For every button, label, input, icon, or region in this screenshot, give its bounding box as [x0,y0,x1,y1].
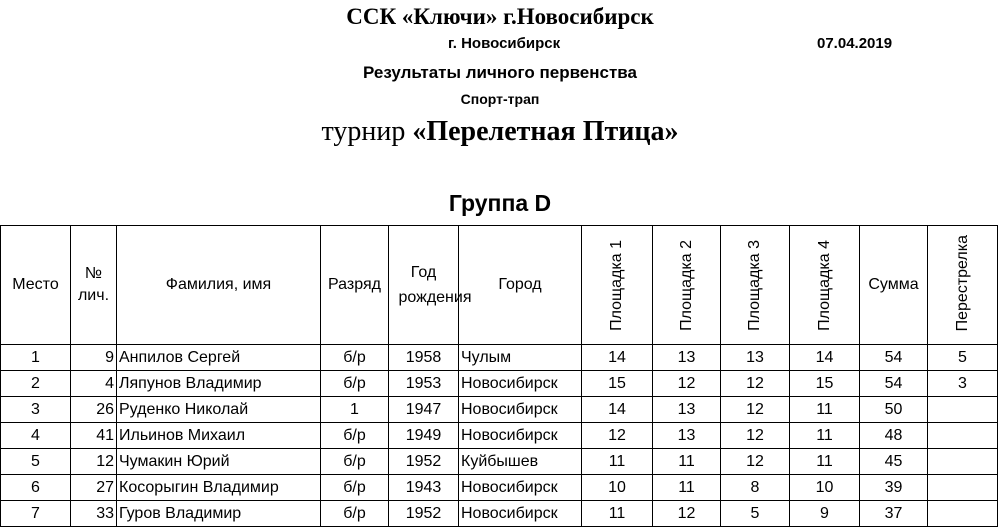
cell-area1: 11 [582,501,653,527]
cell-place: 5 [1,449,71,475]
cell-place: 2 [1,371,71,397]
cell-area2: 12 [653,371,721,397]
cell-area2: 13 [653,397,721,423]
col-place: Место [1,226,71,345]
cell-shootoff [928,449,998,475]
cell-area3: 12 [721,397,790,423]
cell-area1: 14 [582,397,653,423]
cell-rank: б/р [321,449,389,475]
cell-name: Ильинов Михаил [117,423,321,449]
cell-name: Ляпунов Владимир [117,371,321,397]
cell-year: 1952 [389,501,459,527]
cell-place: 3 [1,397,71,423]
cell-year: 1952 [389,449,459,475]
cell-number: 41 [71,423,117,449]
col-area3 [721,226,790,345]
col-total: Сумма [860,226,928,345]
cell-number: 4 [71,371,117,397]
col-area1 [582,226,653,345]
cell-year: 1953 [389,371,459,397]
cell-shootoff [928,423,998,449]
cell-city: Новосибирск [459,501,582,527]
cell-year: 1947 [389,397,459,423]
cell-total: 54 [860,345,928,371]
cell-rank: б/р [321,423,389,449]
cell-name: Гуров Владимир [117,501,321,527]
cell-rank: б/р [321,345,389,371]
cell-total: 39 [860,475,928,501]
table-row [1,475,998,501]
col-area4 [790,226,860,345]
cell-city: Новосибирск [459,397,582,423]
discipline-label: Спорт-трап [460,91,540,107]
cell-area3: 12 [721,371,790,397]
cell-shootoff: 3 [928,371,998,397]
cell-area1: 12 [582,423,653,449]
table-row [1,449,998,475]
cell-year: 1949 [389,423,459,449]
cell-area2: 13 [653,345,721,371]
cell-area3: 12 [721,449,790,475]
col-area1-label: Площадка 1 [608,240,625,331]
cell-area1: 14 [582,345,653,371]
table-row [1,371,998,397]
cell-area3: 8 [721,475,790,501]
cell-area3: 5 [721,501,790,527]
cell-area4: 10 [790,475,860,501]
results-table [0,225,998,527]
cell-shootoff [928,501,998,527]
tournament-title [0,116,1000,148]
club-title: ССК «Ключи» г.Новосибирск [346,4,654,29]
cell-area1: 11 [582,449,653,475]
cell-rank: б/р [321,501,389,527]
col-shootoff-label: Перестрелка [953,234,971,331]
cell-area2: 11 [653,475,721,501]
cell-area4: 9 [790,501,860,527]
date-label: 07.04.2019 [817,35,893,52]
cell-number: 26 [71,397,117,423]
cell-area4: 11 [790,449,860,475]
cell-area4: 14 [790,345,860,371]
cell-city: Новосибирск [459,423,582,449]
cell-area3: 12 [721,423,790,449]
col-rank: Разряд [321,226,389,345]
cell-name: Анпилов Сергей [117,345,321,371]
cell-number: 27 [71,475,117,501]
col-city: Город [459,226,582,345]
cell-name: Косорыгин Владимир [117,475,321,501]
tournament-prefix: турнир [321,116,406,147]
cell-year: 1958 [389,345,459,371]
cell-year: 1943 [389,475,459,501]
cell-city: Куйбышев [459,449,582,475]
col-number [71,226,117,345]
col-birth-year [389,226,472,345]
cell-total: 37 [860,501,928,527]
group-title: Группа D [448,190,552,216]
cell-area2: 11 [653,449,721,475]
col-area3-label: Площадка 3 [746,240,763,331]
cell-rank: б/р [321,371,389,397]
cell-shootoff: 5 [928,345,998,371]
col-area2-label: Площадка 2 [677,240,695,331]
results-title: Результаты личного первенства [363,63,637,82]
cell-area3: 13 [721,345,790,371]
cell-total: 54 [860,371,928,397]
cell-shootoff [928,397,998,423]
cell-number: 9 [71,345,117,371]
cell-place: 1 [1,345,71,371]
col-birth-year-label: Год рождения [398,264,472,306]
col-area2 [653,226,721,345]
cell-total: 50 [860,397,928,423]
table-header-row [1,226,998,345]
cell-city: Новосибирск [459,371,582,397]
cell-total: 45 [860,449,928,475]
cell-place: 7 [1,501,71,527]
cell-number: 33 [71,501,117,527]
cell-shootoff [928,475,998,501]
cell-number: 12 [71,449,117,475]
cell-area2: 12 [653,501,721,527]
cell-area4: 11 [790,423,860,449]
table-row [1,397,998,423]
col-number-label: № лич. [77,265,110,304]
city-label: г. Новосибирск [448,35,561,52]
cell-area4: 11 [790,397,860,423]
table-row [1,423,998,449]
cell-rank: б/р [321,475,389,501]
cell-place: 6 [1,475,71,501]
cell-area1: 15 [582,371,653,397]
cell-area2: 13 [653,423,721,449]
table-row [1,501,998,527]
col-name: Фамилия, имя [117,226,321,345]
cell-area4: 15 [790,371,860,397]
cell-place: 4 [1,423,71,449]
cell-rank: 1 [321,397,389,423]
col-shootoff [928,226,998,345]
cell-name: Чумакин Юрий [117,449,321,475]
col-area4-label: Площадка 4 [815,240,833,331]
tournament-name: «Перелетная Птица» [412,116,679,147]
cell-area1: 10 [582,475,653,501]
table-row [1,345,998,371]
cell-name: Руденко Николай [117,397,321,423]
cell-city: Чулым [459,345,582,371]
cell-city: Новосибирск [459,475,582,501]
cell-total: 48 [860,423,928,449]
